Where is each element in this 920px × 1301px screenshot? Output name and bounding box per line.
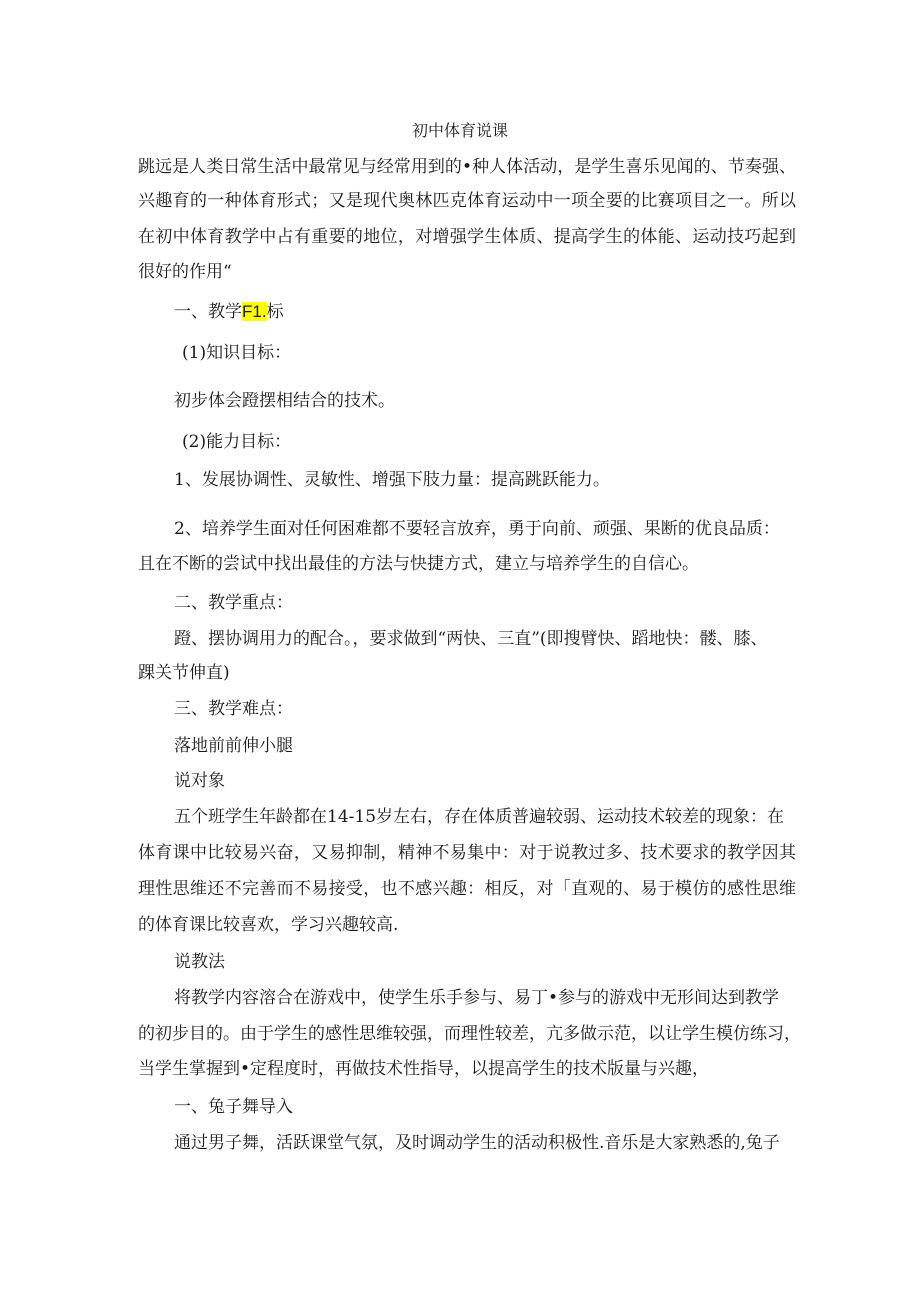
method-line-3: 当学生掌握到•定程度时，再做技术性指导，以提高学生的技术版量与兴趣，	[138, 1059, 710, 1079]
intro-line-1: 跳远是人类日常生活中最常见与经常用到的•种人体活动，是学生喜乐见闻的、节奏强、	[138, 157, 796, 177]
knowledge-goal-label: (1)知识目标：	[182, 343, 292, 363]
section2-heading: 二、教学重点：	[174, 593, 293, 613]
section3-text: 落地前前伸小腿	[174, 736, 293, 756]
section1-heading-prefix: 一、教学	[174, 302, 242, 322]
intro-line-4: 很好的作用“	[138, 262, 232, 282]
intro-line-2: 兴趣育的一种体育形式；又是现代奥林匹克体育运动中一项全要的比赛项目之一。所以	[138, 191, 796, 211]
section2-line-2: 踝关节伸直)	[138, 663, 230, 683]
method-heading: 说教法	[174, 952, 225, 972]
audience-line-3: 理性思维还不完善而不易接受，也不感兴趣：相反，对「直观的、易于模仿的感性思维	[138, 879, 796, 899]
method-line-2: 的初步目的。由于学生的感性思维较强，而理性较差，亢多做示范，以让学生模仿练习，	[138, 1024, 801, 1044]
highlighted-text: F1.	[242, 302, 267, 321]
ability-goal-label: (2)能力目标：	[182, 432, 292, 452]
ability-goal-2b: 且在不断的尝试中找出最佳的方法与快捷方式，建立与培养学生的自信心。	[138, 554, 699, 574]
dance-heading: 一、兔子舞导入	[174, 1097, 293, 1117]
audience-heading: 说对象	[174, 771, 225, 791]
dance-line-1: 通过男子舞，活跃课堂气氛，及时调动学生的活动积极性.音乐是大家熟悉的,兔子	[174, 1133, 780, 1153]
section1-heading-suffix: 标	[266, 302, 284, 322]
section2-line-1: 蹬、摆协调用力的配合。，要求做到“两快、三直”(即搜臂快、蹈地快：髅、膝、	[174, 629, 768, 649]
method-line-1: 将教学内容溶合在游戏中，使学生乐手参与、易丁•参与的游戏中无形间达到教学	[174, 988, 780, 1008]
audience-line-1: 五个班学生年龄都在14-15岁左右，存在体质普遍较弱、运动技术较差的现象：在	[174, 807, 785, 827]
knowledge-goal-text: 初步体会蹬摆相结合的技术。	[174, 391, 395, 411]
ability-goal-2a: 2、培养学生面对任何困难都不要轻言放弃，勇于向前、顽强、果断的优良品质：	[174, 519, 780, 539]
section3-heading: 三、教学难点：	[174, 699, 293, 719]
document-title: 初中体育说课	[411, 121, 508, 140]
section1-heading	[174, 297, 284, 322]
intro-line-3: 在初中体育教学中占有重要的地位，对增强学生体质、提高学生的体能、运动技巧起到	[138, 227, 796, 247]
audience-line-4: 的体育课比较喜欢，学习兴趣较高.	[138, 915, 399, 935]
ability-goal-1: 1、发展协调性、灵敏性、增强下肢力量：提高跳跃能力。	[174, 470, 610, 490]
audience-line-2: 体育课中比较易兴奋，又易抑制，精神不易集中：对于说教过多、技术要求的教学因其	[138, 843, 796, 863]
